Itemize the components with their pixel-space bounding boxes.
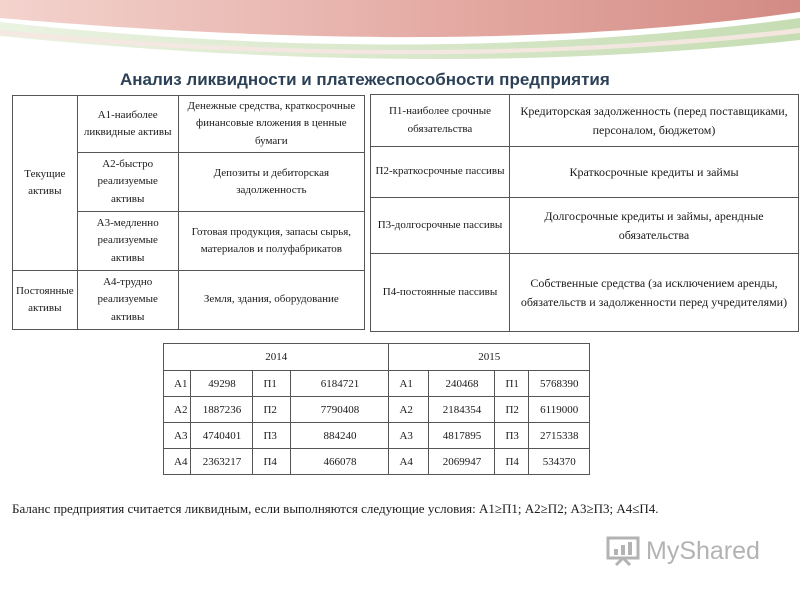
liability-code-p4: П4-постоянные пассивы	[371, 254, 510, 332]
asset-group-cell: А3	[389, 423, 429, 449]
liability-desc-p3: Долгосрочные кредиты и займы, арендные обязательства	[510, 198, 799, 254]
asset-value-2015: 2069947	[429, 449, 495, 475]
decorative-banner	[0, 0, 800, 70]
table-row	[164, 449, 590, 475]
page-title: Анализ ликвидности и платежеспособности предприятия	[120, 70, 610, 89]
liability-value-2014: 6184721	[291, 371, 389, 397]
liability-desc-p2: Краткосрочные кредиты и займы	[510, 147, 799, 198]
presentation-icon	[606, 536, 640, 566]
asset-code-a4: А4-трудно реализуемые активы	[77, 271, 178, 330]
asset-code-a1: А1-наиболее ликвидные активы	[77, 96, 178, 153]
asset-desc-a1: Денежные средства, краткосрочные финансовые вложения в ценные бумаги	[178, 96, 364, 153]
asset-group-cell: А4	[164, 449, 191, 475]
fixed-assets-label: Постоянные активы	[13, 271, 78, 330]
current-assets-label: Текущие активы	[13, 96, 78, 271]
asset-code-a3: А3-медленно реализуемые активы	[77, 212, 178, 271]
balance-years-table	[163, 343, 590, 475]
liability-code-p3: П3-долгосрочные пассивы	[371, 198, 510, 254]
watermark-text: MyShared	[646, 536, 760, 565]
liability-value-2015: 5768390	[529, 371, 590, 397]
asset-group-cell: А1	[164, 371, 191, 397]
liabilities-table	[370, 94, 799, 332]
liquidity-condition-text: Баланс предприятия считается ликвидным, если выполняются следующие условия: А1≥П1; А2≥П2; А3≥П3; А4≤П4.	[12, 501, 659, 516]
liability-value-2014: 466078	[291, 449, 389, 475]
asset-group-cell: А2	[164, 397, 191, 423]
asset-code-a2: А2-быстро реализуемые активы	[77, 153, 178, 212]
asset-desc-a4: Земля, здания, оборудование	[178, 271, 364, 330]
asset-value-2014: 1887236	[191, 397, 253, 423]
liability-value-2015: 6119000	[529, 397, 590, 423]
asset-desc-a3: Готовая продукция, запасы сырья, материалов и полуфабрикатов	[178, 212, 364, 271]
asset-value-2014: 2363217	[191, 449, 253, 475]
asset-value-2015: 2184354	[429, 397, 495, 423]
table-row	[164, 371, 590, 397]
liability-group-cell: П3	[495, 423, 529, 449]
table-row	[164, 423, 590, 449]
liability-group-cell: П1	[495, 371, 529, 397]
year-header-2014: 2014	[164, 344, 389, 371]
assets-table	[12, 95, 365, 330]
liability-value-2015: 2715338	[529, 423, 590, 449]
asset-group-cell: А1	[389, 371, 429, 397]
asset-value-2015: 4817895	[429, 423, 495, 449]
liability-desc-p1: Кредиторская задолженность (перед поставщиками, персоналом, бюджетом)	[510, 95, 799, 147]
asset-desc-a2: Депозиты и дебиторская задолженность	[178, 153, 364, 212]
watermark	[606, 536, 760, 566]
liability-group-cell: П2	[495, 397, 529, 423]
liability-group-cell: П2	[253, 397, 291, 423]
liability-group-cell: П3	[253, 423, 291, 449]
asset-value-2015: 240468	[429, 371, 495, 397]
liability-code-p1: П1-наиболее срочные обязательства	[371, 95, 510, 147]
table-row	[164, 397, 590, 423]
liability-group-cell: П4	[495, 449, 529, 475]
asset-value-2014: 4740401	[191, 423, 253, 449]
liability-value-2014: 884240	[291, 423, 389, 449]
asset-group-cell: А2	[389, 397, 429, 423]
liability-group-cell: П1	[253, 371, 291, 397]
liability-value-2015: 534370	[529, 449, 590, 475]
liability-value-2014: 7790408	[291, 397, 389, 423]
liability-desc-p4: Собственные средства (за исключением аренды, обязательств и задолженности перед учредителями)	[510, 254, 799, 332]
liability-group-cell: П4	[253, 449, 291, 475]
liability-code-p2: П2-краткосрочные пассивы	[371, 147, 510, 198]
year-header-2015: 2015	[389, 344, 590, 371]
asset-group-cell: А3	[164, 423, 191, 449]
asset-group-cell: А4	[389, 449, 429, 475]
asset-value-2014: 49298	[191, 371, 253, 397]
